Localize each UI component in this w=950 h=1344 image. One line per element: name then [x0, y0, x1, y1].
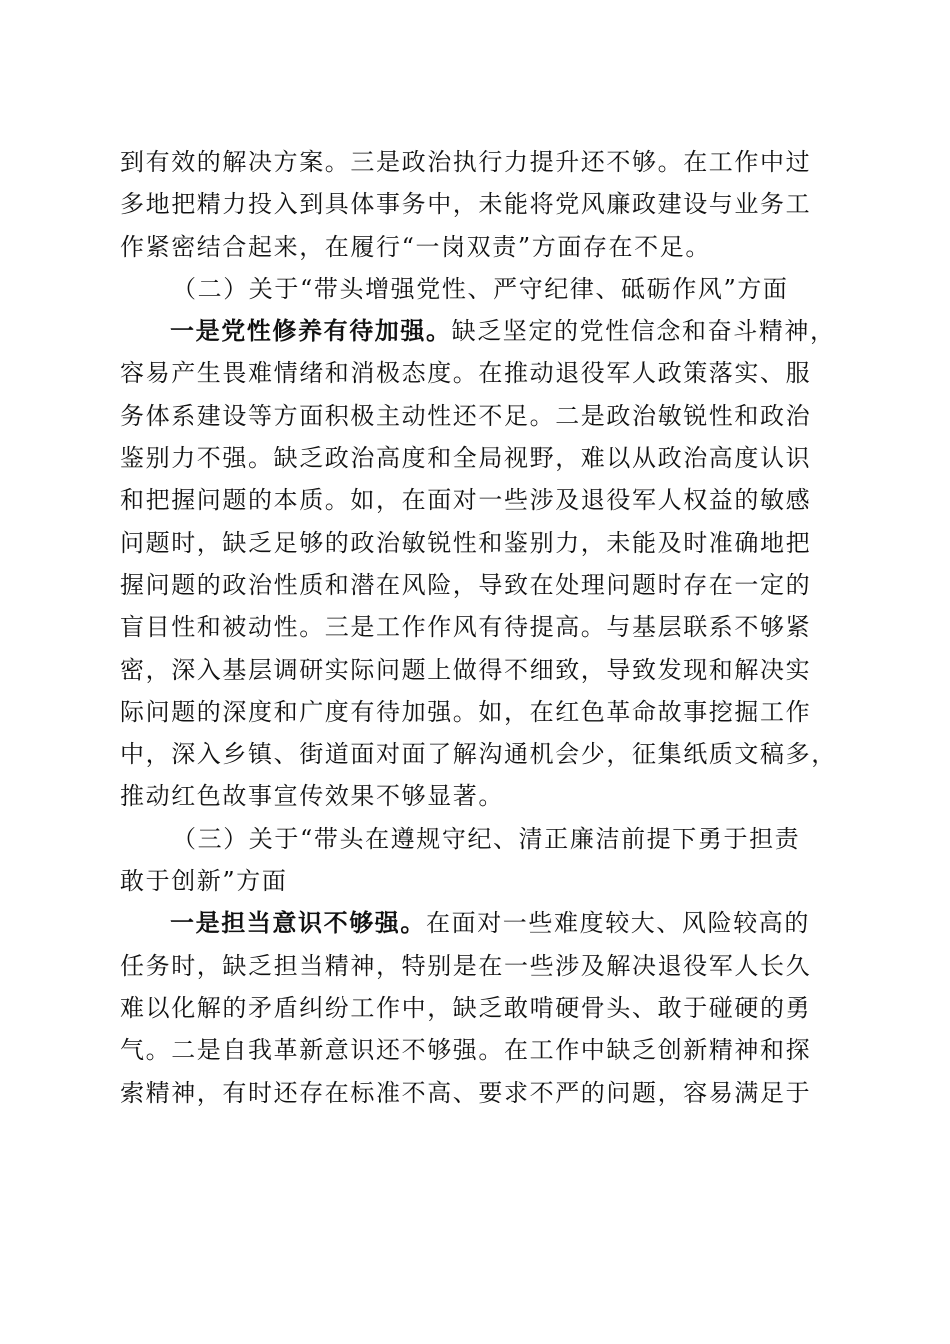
section-heading: （二）关于“带头增强党性、严守纪律、砥砺作风”方面	[172, 274, 789, 303]
paragraph-start: 一是担当意识不够强。在面对一些难度较大、风险较高的	[170, 908, 810, 938]
text-line: 务体系建设等方面积极主动性还不足。二是政治敏锐性和政治	[120, 401, 812, 430]
paragraph-start: 一是党性修养有待加强。缺乏坚定的党性信念和奋斗精神，	[170, 316, 836, 346]
section-heading-continued: 敢于创新”方面	[120, 867, 288, 896]
text-line: 推动红色故事宣传效果不够显著。	[120, 782, 504, 811]
text-line: 密，深入基层调研实际问题上做得不细致，导致发现和解决实	[120, 655, 812, 684]
text-line: 作紧密结合起来，在履行“一岗双责”方面存在不足。	[120, 232, 711, 261]
lead-phrase: 一是担当意识不够强。	[170, 908, 426, 938]
text-line: 气。二是自我革新意识还不够强。在工作中缺乏创新精神和探	[120, 1036, 812, 1065]
section-heading: （三）关于“带头在遵规守纪、清正廉洁前提下勇于担责	[172, 824, 801, 853]
text-line: 任务时，缺乏担当精神，特别是在一些涉及解决退役军人长久	[120, 951, 812, 980]
body-text	[120, 141, 840, 1114]
text-line: 问题时，缺乏足够的政治敏锐性和鉴别力，未能及时准确地把	[120, 528, 812, 557]
text-line: 鉴别力不强。缺乏政治高度和全局视野，难以从政治高度认识	[120, 444, 812, 473]
text-line: 难以化解的矛盾纠纷工作中，缺乏敢啃硬骨头、敢于碰硬的勇	[120, 993, 812, 1022]
text-line: 握问题的政治性质和潜在风险，导致在处理问题时存在一定的	[120, 570, 812, 599]
text-line: 到有效的解决方案。三是政治执行力提升还不够。在工作中过	[120, 148, 812, 176]
text-line: 多地把精力投入到具体事务中，未能将党风廉政建设与业务工	[120, 190, 812, 219]
text-line: 和把握问题的本质。如，在面对一些涉及退役军人权益的敏感	[120, 486, 812, 515]
text-line: 容易产生畏难情绪和消极态度。在推动退役军人政策落实、服	[120, 359, 812, 388]
text-line: 索精神，有时还存在标准不高、要求不严的问题，容易满足于	[120, 1078, 812, 1107]
text-line: 盲目性和被动性。三是工作作风有待提高。与基层联系不够紧	[120, 613, 812, 642]
text-line: 中，深入乡镇、街道面对面了解沟通机会少，征集纸质文稿多，	[120, 740, 837, 769]
lead-phrase: 一是党性修养有待加强。	[170, 316, 452, 346]
text-line: 际问题的深度和广度有待加强。如，在红色革命故事挖掘工作	[120, 697, 812, 726]
